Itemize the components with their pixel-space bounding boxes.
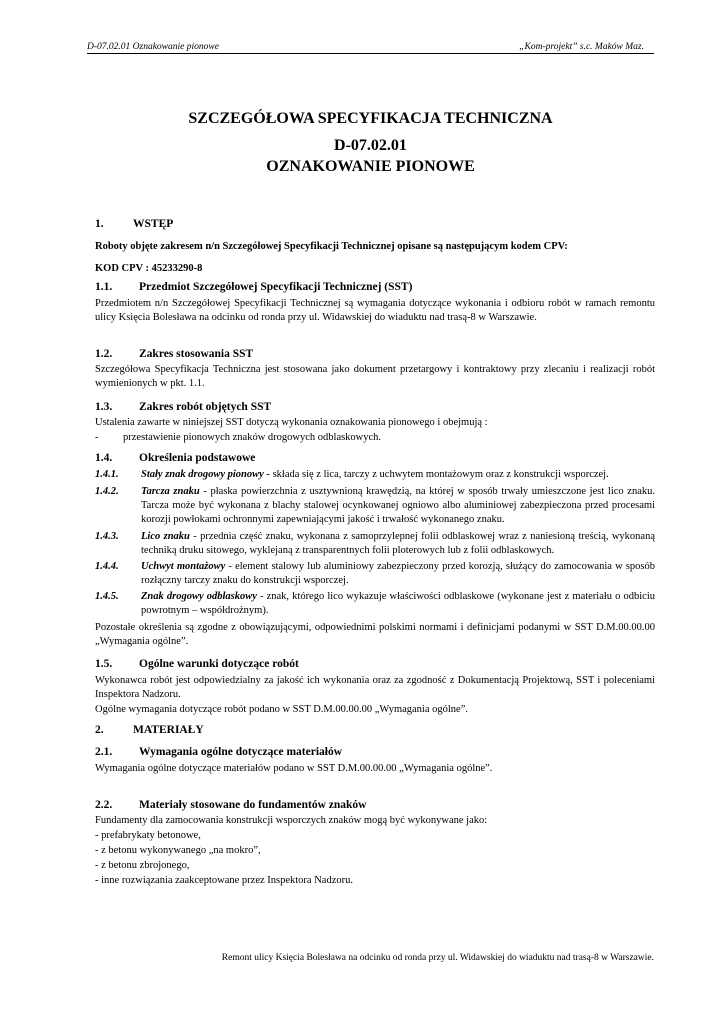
section-1-3-heading: 1.3. Zakres robót objętych SST (95, 401, 272, 413)
section-2-2-text: Fundamenty dla zamocowania konstrukcji wsporczych znaków mogą być wykonywane jako: (95, 815, 488, 826)
section-1-2-heading: 1.2. Zakres stosowania SST (95, 348, 254, 360)
list-item: - inne rozwiązania zaakceptowane przez Inspektora Nadzoru. (95, 875, 353, 886)
cpv-code: KOD CPV : 45233290-8 (95, 263, 203, 274)
section-1-3-item: - przestawienie pionowych znaków drogowych odblaskowych. (95, 432, 382, 443)
section-2-2-heading: 2.2. Materiały stosowane do fundamentów znaków (95, 799, 367, 811)
header-right: „Kom-projekt” s.c. Maków Maz. (519, 42, 644, 52)
section-1-4-rest: Pozostałe określenia są zgodne z obowiązującymi, odpowiednimi polskimi normami i definicjami podanymi w SST D.M.00.00.00 „Wymagania ogólne”. (95, 622, 655, 647)
cpv-intro: Roboty objęte zakresem n/n Szczegółowej Specyfikacji Technicznej opisane są następującym kodem CPV: (95, 241, 568, 252)
section-1-1-heading: 1.1. Przedmiot Szczegółowej Specyfikacji Technicznej (SST) (95, 281, 413, 293)
doc-title-line1: SZCZEGÓŁOWA SPECYFIKACJA TECHNICZNA (188, 110, 553, 127)
section-1-2-text: Szczegółowa Specyfikacja Techniczna jest stosowana jako dokument przetargowy i kontraktowy przy zlecaniu i realizacji robót wymienionych w pkt. 1.1. (95, 364, 655, 389)
doc-title-line3: OZNAKOWANIE PIONOWE (266, 158, 475, 175)
page-header (87, 42, 654, 54)
section-1-5-heading: 1.5. Ogólne warunki dotyczące robót (95, 658, 299, 670)
section-1-1-text: Przedmiotem n/n Szczegółowej Specyfikacji Technicznej są wymagania dotyczące wykonania i odbioru robót w ramach remontu ulicy Księcia Bolesława na odcinku od ronda przy ul. Widawskiej do wiaduktu nad trasą-8 w Warszawie. (95, 298, 655, 323)
definition-item: 1.4.5. Znak drogowy odblaskowy - znak, którego lico wykazuje właściwości odblaskowe (wykonane jest z materiału o odbiciu powrotnym – współdrożnym). (95, 591, 655, 616)
section-1-heading: 1. WSTĘP (95, 218, 174, 230)
section-2-heading: 2. MATERIAŁY (95, 724, 204, 736)
section-1-3-text: Ustalenia zawarte w niniejszej SST dotyczą wykonania oznakowania pionowego i obejmują : (95, 417, 488, 428)
list-item: - z betonu zbrojonego, (95, 860, 190, 871)
page-footer: Remont ulicy Księcia Bolesława na odcinku od ronda przy ul. Widawskiej do wiaduktu nad trasą-8 w Warszawie. (221, 953, 654, 963)
definition-item: 1.4.4. Uchwyt montażowy - element stalowy lub aluminiowy zabezpieczony przed korozją, służący do zamocowania w sposób rozłączny tarczy znaku do konstrukcji wsporczej. (95, 561, 655, 586)
definition-item: 1.4.1. Stały znak drogowy pionowy - składa się z lica, tarczy z uchwytem montażowym oraz z konstrukcji wsporczej. (95, 469, 609, 480)
doc-title-code: D-07.02.01 (334, 137, 407, 154)
section-2-1-heading: 2.1. Wymagania ogólne dotyczące materiałów (95, 746, 343, 758)
definition-item: 1.4.3. Lico znaku - przednia część znaku, wykonana z samoprzylepnej folii odblaskowej wraz z naniesioną treścią, wykonaną techniką druku sitowego, wyklejaną z transparentnych folii ploterowych lub z folii odblaskowych. (95, 531, 655, 556)
definition-item: 1.4.2. Tarcza znaku - płaska powierzchnia z usztywnioną krawędzią, na której w sposób trwały umieszczone jest lico znaku. Tarcza może być wykonana z blachy stalowej ocynkowanej ogniowo albo aluminiowej zabezpieczona przed procesami korozji powłokami ochronnymi zapewniającymi jakość i trwałość wykonanego znaku. (95, 486, 655, 525)
header-left: D-07.02.01 Oznakowanie pionowe (87, 42, 219, 52)
list-item: - z betonu wykonywanego „na mokro”, (95, 845, 261, 856)
section-1-5-text2: Ogólne wymagania dotyczące robót podano w SST D.M.00.00.00 „Wymagania ogólne”. (95, 704, 469, 715)
section-2-1-text: Wymagania ogólne dotyczące materiałów podano w SST D.M.00.00.00 „Wymagania ogólne”. (95, 763, 493, 774)
section-1-5-text1: Wykonawca robót jest odpowiedzialny za jakość ich wykonania oraz za zgodność z Dokumentacją Projektową, SST i poleceniami Inspektora Nadzoru. (95, 675, 655, 700)
list-item: - prefabrykaty betonowe, (95, 830, 201, 841)
section-1-4-heading: 1.4. Określenia podstawowe (95, 452, 256, 464)
